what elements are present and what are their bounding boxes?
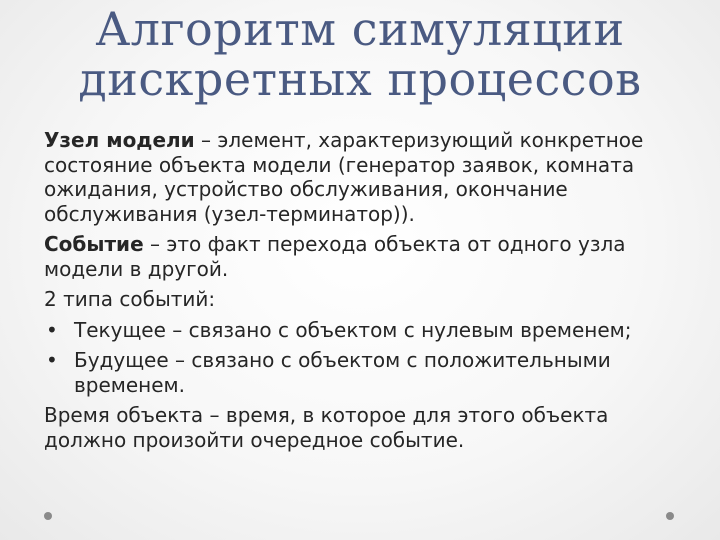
paragraph-model-node [44, 128, 684, 226]
slide-title-line-2: дискретных процессов [78, 52, 642, 106]
slide-body [44, 128, 684, 458]
paragraph-event [44, 232, 684, 281]
definition-event: – это факт перехода объекта от одного узла модели в другой. [44, 232, 626, 281]
term-model-node: Узел модели [44, 128, 195, 152]
bullet-icon: • [46, 317, 58, 342]
list-item-text: Будущее – связано с объектом с положительными временем. [74, 348, 611, 397]
list-item [44, 348, 684, 397]
paragraph-event-types: 2 типа событий: [44, 287, 216, 311]
paragraph-object-time: Время объекта – время, в которое для этого объекта должно произойти очередное событие. [44, 403, 609, 452]
term-event: Событие [44, 232, 144, 256]
slide-title-line-1: Алгоритм симуляции [95, 2, 625, 56]
bullet-icon: • [46, 348, 58, 372]
slide-title [0, 4, 720, 104]
list-item-text: Текущее – связано с объектом с нулевым временем; [74, 317, 632, 342]
definition-model-node: – элемент, характеризующий конкретное состояние объекта модели (генератор заявок, комната ожидания, устройство обслуживания, окончание обслуживания (узел-терминатор)). [44, 128, 644, 226]
list-item [44, 318, 684, 343]
decoration-dot-left [44, 512, 52, 520]
decoration-dot-right [666, 512, 674, 520]
